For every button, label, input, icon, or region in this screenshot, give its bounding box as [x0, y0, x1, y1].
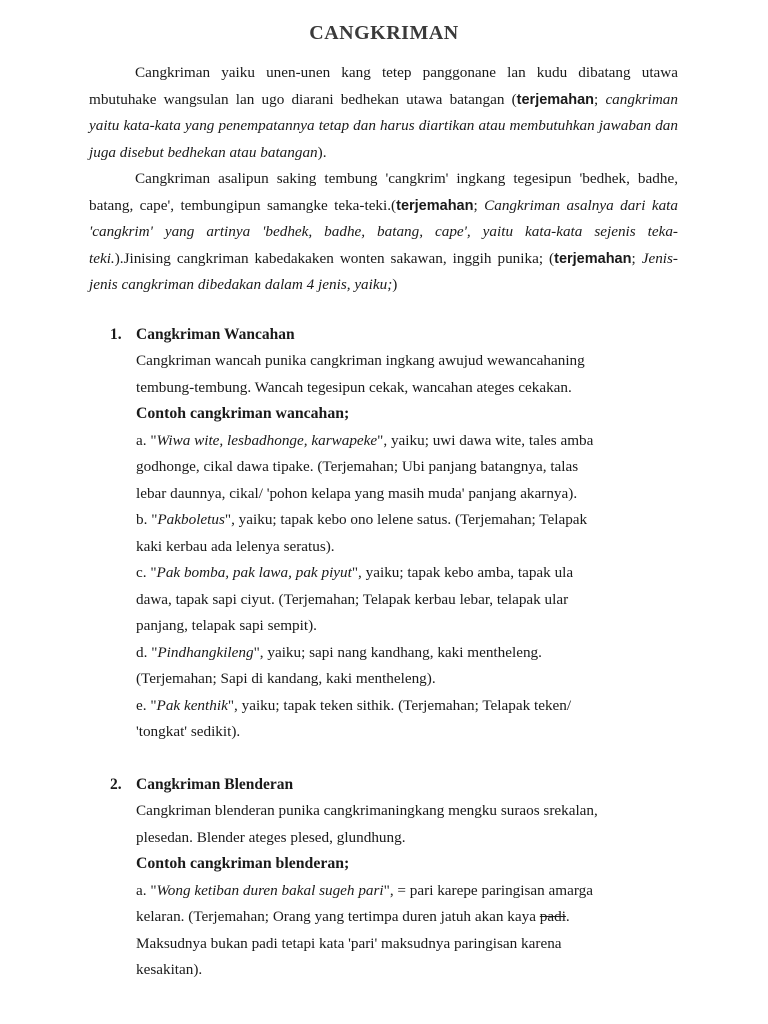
section-heading — [110, 322, 680, 348]
example-text: ", yaiku; tapak kebo amba, tapak ula — [351, 564, 574, 581]
intro-text: ).Jinising cangkriman kabedakaken wonten sakawan, inggih punika; ( — [114, 249, 555, 267]
description-line: plesedan. Blender ateges plesed, glundhung. — [136, 828, 406, 846]
example-prefix: a. " — [136, 431, 157, 449]
example-e — [136, 693, 680, 720]
intro-end: ). — [317, 143, 327, 161]
example-prefix: c. " — [136, 564, 157, 581]
example-line: dawa, tapak sapi ciyut. (Terjemahan; Telapak kerbau lebar, telapak ular — [136, 590, 569, 608]
example-text: ", yaiku; tapak kebo ono lelene satus. (Terjemahan; Telapak — [224, 511, 588, 528]
example-line: (Terjemahan; Sapi di kandang, kaki mentheleng). — [136, 670, 436, 687]
description-line: Cangkriman wancah punika cangkriman ingkang awujud wewancahaning — [136, 352, 585, 369]
example-phrase: Pindhangkileng — [157, 643, 254, 661]
section-blenderan — [110, 772, 680, 984]
example-text: kelaran. (Terjemahan; Orang yang tertimpa duren jatuh akan kaya — [136, 908, 540, 925]
example-phrase: Pakboletus — [157, 511, 225, 528]
translation-label: terjemahan — [554, 250, 632, 267]
example-line: Maksudnya bukan padi tetapi kata 'pari' maksudnya paringisan karena — [136, 934, 562, 952]
section-number: 1. — [110, 326, 122, 343]
example-line — [136, 904, 680, 931]
separator: ; — [473, 196, 485, 214]
section-title: Cangkriman Wancahan — [136, 326, 295, 343]
separator: ; — [594, 90, 606, 108]
intro-text: Cangkriman asalipun saking tembung 'cangkrim' ingkang tegesipun 'bedhek, badhe, batang, cape', tembungipun samangke teka-teki.( — [89, 170, 678, 214]
example-prefix: d. " — [136, 643, 158, 661]
example-line: godhonge, cikal dawa tipake. (Terjemahan; Ubi panjang batangnya, talas — [136, 458, 579, 475]
document-title: CANGKRIMAN — [309, 22, 459, 44]
example-line: kaki kerbau ada lelenya seratus). — [136, 537, 335, 555]
example-c — [136, 560, 680, 587]
intro-paragraph-2 — [89, 166, 678, 299]
example-line: lebar daunnya, cikal/ 'pohon kelapa yang masih muda' panjang akarnya). — [136, 484, 578, 502]
example-phrase: Wong ketiban duren bakal sugeh pari — [156, 881, 384, 899]
example-phrase: Pak bomba, pak lawa, pak piyut — [156, 564, 352, 581]
translation-label: terjemahan — [516, 91, 595, 108]
section-body — [136, 798, 680, 984]
section-heading — [110, 772, 680, 798]
example-a — [136, 428, 680, 455]
section-number: 2. — [110, 776, 122, 793]
translation-text: cangkriman yaitu kata-kata yang penempatannya tetap dan harus diartikan atau membutuhkan jawaban dan juga disebut bedhekan atau batangan — [89, 90, 678, 161]
example-text: ", yaiku; sapi nang kandhang, kaki mentheleng. — [253, 643, 542, 661]
example-line: panjang, telapak sapi sempit). — [136, 617, 317, 634]
description-line: tembung-tembung. Wancah tegesipun cekak, wancahan ateges cekakan. — [136, 378, 572, 396]
translation-text: Jenis-jenis cangkriman dibedakan dalam 4 jenis, yaiku; — [89, 249, 678, 293]
section-title: Cangkriman Blenderan — [136, 776, 294, 793]
example-b — [136, 507, 680, 534]
struck-word: padi — [539, 908, 566, 925]
example-prefix: a. " — [136, 881, 157, 899]
description-line: Cangkriman blenderan punika cangkrimaningkang mengku suraos srekalan, — [136, 802, 598, 819]
example-phrase: Pak kenthik — [156, 696, 228, 714]
example-line: 'tongkat' sedikit). — [136, 723, 241, 740]
section-wancahan — [110, 322, 680, 746]
separator: ; — [631, 249, 642, 267]
example-prefix: e. " — [136, 696, 157, 714]
example-a — [136, 878, 680, 905]
example-text: ", = pari karepe paringisan amarga — [383, 881, 593, 899]
example-heading: Contoh cangkriman wancahan; — [136, 405, 350, 422]
intro — [89, 60, 678, 299]
example-heading: Contoh cangkriman blenderan; — [136, 855, 350, 872]
example-text: ", yaiku; tapak teken sithik. (Terjemahan; Telapak teken/ — [227, 696, 572, 714]
example-phrase: Wiwa wite, lesbadhonge, karwapeke — [156, 431, 378, 449]
translation-text: Cangkriman asalnya dari kata 'cangkrim' yang artinya 'bedhek, badhe, batang, cape', yaitu kata-kata sejenis teka-teki. — [89, 196, 678, 267]
intro-end: ) — [392, 276, 398, 293]
translation-label: terjemahan — [396, 197, 474, 214]
section-body — [136, 348, 680, 746]
intro-paragraph-1 — [89, 60, 678, 166]
example-prefix: b. " — [136, 511, 158, 528]
intro-text: Cangkriman yaiku unen-unen kang tetep panggonane lan kudu dibatang utawa mbutuhake wangsulan lan ugo diarani bedhekan utawa batangan ( — [89, 64, 678, 108]
example-text: ", yaiku; uwi dawa wite, tales amba — [377, 431, 594, 449]
example-text: . — [565, 908, 570, 925]
example-d — [136, 640, 680, 667]
example-line: kesakitan). — [136, 961, 203, 978]
